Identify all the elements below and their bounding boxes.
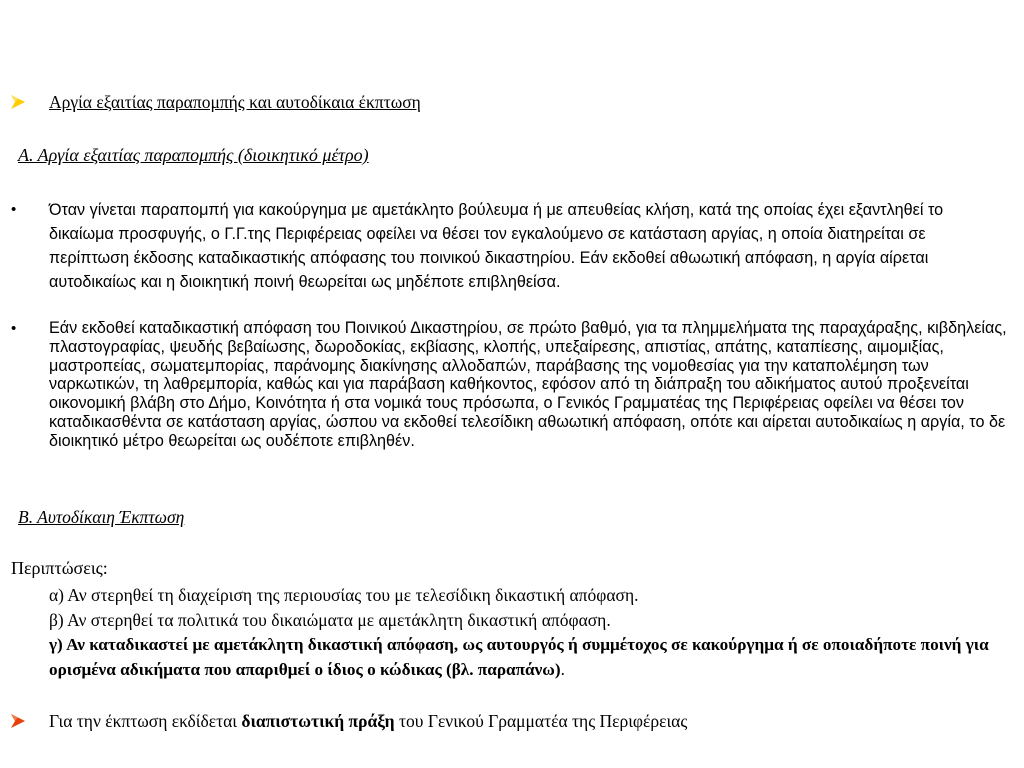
case-c: [49, 632, 1009, 682]
arrow-bullet-icon: [11, 714, 25, 728]
main-heading: Αργία εξαιτίας παραπομπής και αυτοδίκαια έκπτωση: [49, 92, 421, 112]
section-a-heading: Α. Αργία εξαιτίας παραπομπής (διοικητικό μέτρο): [18, 145, 369, 165]
final-statement: [49, 710, 687, 732]
paragraph-2: Εάν εκδοθεί καταδικαστική απόφαση του Ποινικού Δικαστηρίου, σε πρώτο βαθμό, για τα πλημμελήματα της παραχάραξης, κιβδηλείας, πλαστογραφίας, ψευδής βεβαίωσης, δωροδοκίας, εκβίασης, κλοπής, υπεξαίρεσης, απιστίας, απάτης, καταπίεσης, αιμομιξίας, μαστροπείας, σωματεμπορίας, παράνομης διακίνησης αλλοδαπών, παράβασης της νομοθεσίας για την καταπολέμηση των ναρκωτικών, τη λαθρεμπορία, καθώς και για παράβαση καθήκοντος, εφόσον από τη διάπραξη του αδικήματος αυτού προξενείται οικονομική βλάβη στο Δήμο, Κοινότητα ή στα νομικά τους πρόσωπα, ο Γενικός Γραμματέας της Περιφέρειας οφείλει να θέσει τον καταδικασθέντα σε κατάσταση αργίας, ώσπου να εκδοθεί τελεσίδικη αθωωτική απόφαση, οπότε και αίρεται αυτοδικαίως η αργία, το δε διοικητικό μέτρο θεωρείται ως ουδέποτε επιβληθέν.: [49, 319, 1007, 450]
cases-label: Περιπτώσεις:: [11, 558, 108, 578]
case-a: α) Αν στερηθεί τη διαχείριση της περιουσίας του με τελεσίδικη δικαστική απόφαση.: [49, 585, 639, 605]
final-bold-term: διαπιστωτική πράξη: [241, 711, 395, 731]
case-c-text: γ) Αν καταδικαστεί με αμετάκλητη δικαστική απόφαση, ως αυτουργός ή συμμέτοχος σε κακούργημα ή σε οποιαδήποτε ποινή για ορισμένα αδικήματα που απαριθμεί ο ίδιος ο κώδικας (βλ. παραπάνω): [49, 635, 989, 679]
case-c-period: .: [560, 660, 565, 679]
paragraph-1: Όταν γίνεται παραπομπή για κακούργημα με αμετάκλητο βούλευμα ή με απευθείας κλήση, κατά της οποίας έχει εξαντληθεί το δικαίωμα προσφυγής, ο Γ.Γ.της Περιφέρειας οφείλει να θέσει τον εγκαλούμενο σε κατάσταση αργίας, η οποία διατηρείται σε περίπτωση έκδοσης καταδικαστικής απόφασης του ποινικού δικαστηρίου. Εάν εκδοθεί αθωωτική απόφαση, η αργία αίρεται αυτοδικαίως και η διοικητική ποινή θεωρείται ως μηδέποτε επιβληθείσα.: [49, 201, 944, 291]
bullet-dot: •: [11, 201, 17, 218]
case-b: β) Αν στερηθεί τα πολιτικά του δικαιώματα με αμετάκλητη δικαστική απόφαση.: [49, 610, 611, 630]
final-prefix: Για την έκπτωση εκδίδεται: [49, 711, 242, 731]
section-b-heading: Β. Αυτοδίκαιη Έκπτωση: [18, 507, 185, 527]
bullet-dot: •: [11, 320, 17, 337]
arrow-bullet-icon: [11, 95, 25, 109]
final-suffix: του Γενικού Γραμματέα της Περιφέρειας: [394, 711, 688, 731]
